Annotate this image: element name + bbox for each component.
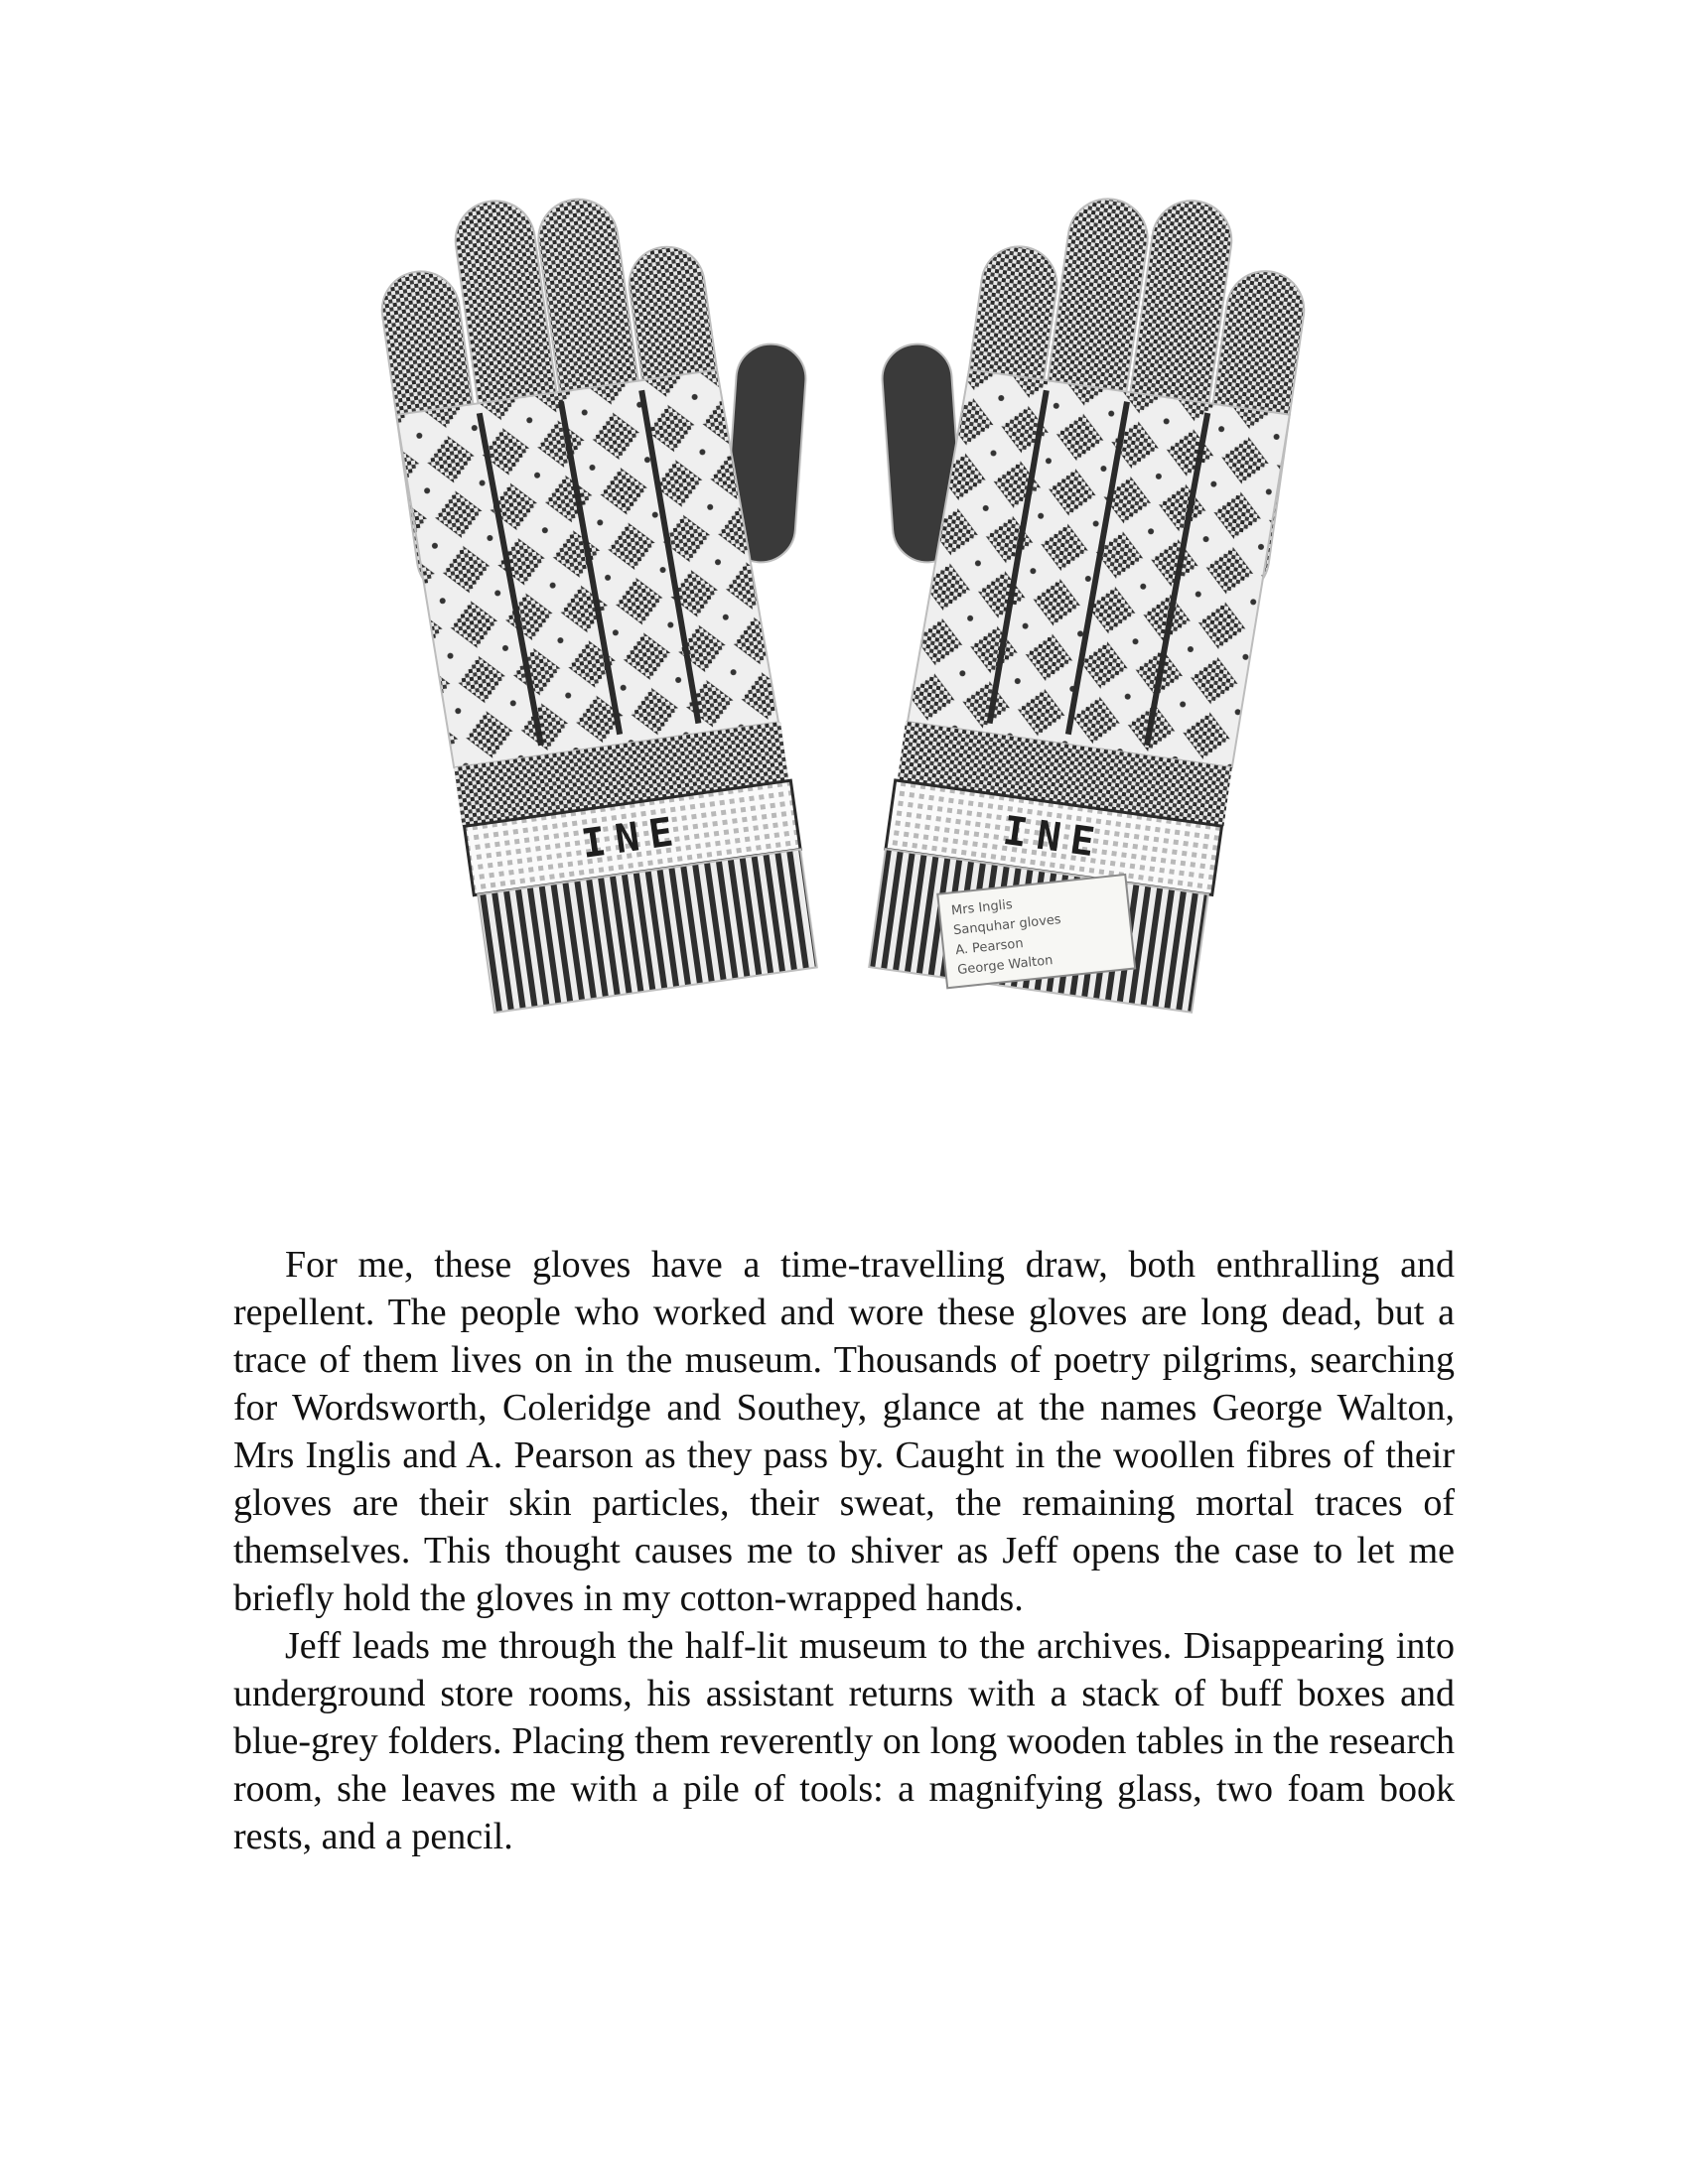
left-glove xyxy=(368,189,894,1015)
gloves-illustration xyxy=(348,189,1340,1181)
right-cuff-motif: INE xyxy=(1000,807,1108,868)
label-card-line-2: Sanquhar gloves xyxy=(952,911,1062,939)
museum-label-card xyxy=(937,875,1135,988)
label-card-line-4: George Walton xyxy=(956,953,1055,979)
body-text xyxy=(233,1241,1455,1860)
gloves-photograph xyxy=(348,189,1340,1181)
paragraph-gloves-reflection: For me, these gloves have a time-travelling draw, both enthralling and repellent. The people who worked and wore these gloves are long dead, but a trace of them lives on in the museum. Thousands of poetry pilgrims, searching for Wordsworth, Coleridge and Southey, glance at the names George Walton, Mrs Inglis and A. Pearson as they pass by. Caught in the woollen fibres of their gloves are their skin particles, their sweat, the remaining mortal traces of themselves. This thought causes me to shiver as Jeff opens the case to let me briefly hold the gloves in my cotton-wrapped hands. xyxy=(233,1244,1455,1619)
label-card-line-3: A. Pearson xyxy=(954,936,1025,959)
paragraph-archives-visit: Jeff leads me through the half-lit museum to the archives. Disappearing into underground store rooms, his assistant returns with a stack of buff boxes and blue-grey folders. Placing them reverently on long wooden tables in the research room, she leaves me with a pile of tools: a magnifying glass, two foam book rests, and a pencil. xyxy=(233,1625,1455,1857)
label-card-line-1: Mrs Inglis xyxy=(950,897,1014,919)
left-cuff-motif: INE xyxy=(578,808,686,868)
